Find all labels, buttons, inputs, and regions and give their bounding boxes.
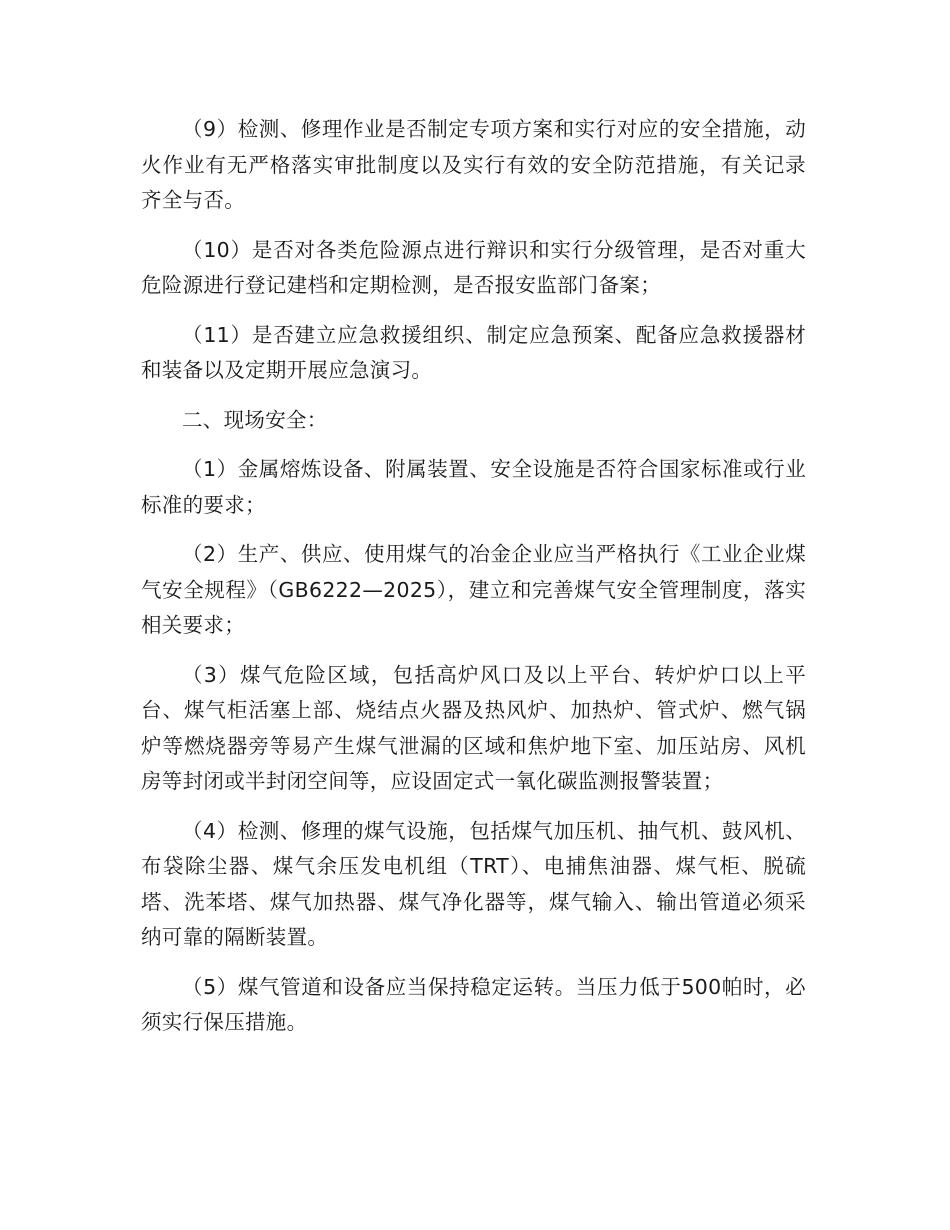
section-heading-site-safety: 二、现场安全： bbox=[182, 407, 328, 432]
paragraph-item-10: （10）是否对各类危险源点进行辩识和实行分级管理，是否对重大危险源进行登记建档和定期检测，是否报安监部门备案； bbox=[141, 237, 806, 297]
paragraph-item-4: （4）检测、修理的煤气设施，包括煤气加压机、抽气机、鼓风机、布袋除尘器、煤气余压发电机组（TRT）、电捕焦油器、煤气柜、脱硫塔、洗苯塔、煤气加热器、煤气净化器等，煤气输入、输出管道必须采纳可靠的隔断装置。 bbox=[141, 818, 806, 949]
paragraph-item-5: （5）煤气管道和设备应当保持稳定运转。当压力低于500帕时，必须实行保压措施。 bbox=[141, 974, 806, 1034]
document-body bbox=[141, 112, 806, 1055]
paragraph-item-1: （1）金属熔炼设备、附属装置、安全设施是否符合国家标准或行业标准的要求； bbox=[141, 457, 806, 517]
paragraph-item-3: （3）煤气危险区域，包括高炉风口及以上平台、转炉炉口以上平台、煤气柜活塞上部、烧结点火器及热风炉、加热炉、管式炉、燃气锅炉等燃烧器旁等易产生煤气泄漏的区域和焦炉地下室、加压站房、风机房等封闭或半封闭空间等，应设固定式一氧化碳监测报警装置； bbox=[141, 662, 806, 793]
paragraph-item-11: （11）是否建立应急救援组织、制定应急预案、配备应急救援器材和装备以及定期开展应急演习。 bbox=[141, 322, 806, 382]
paragraph-item-2: （2）生产、供应、使用煤气的冶金企业应当严格执行《工业企业煤气安全规程》（GB6222—2025），建立和完善煤气安全管理制度，落实相关要求； bbox=[141, 542, 806, 637]
paragraph-item-9: （9）检测、修理作业是否制定专项方案和实行对应的安全措施，动火作业有无严格落实审批制度以及实行有效的安全防范措施，有关记录齐全与否。 bbox=[141, 117, 806, 212]
